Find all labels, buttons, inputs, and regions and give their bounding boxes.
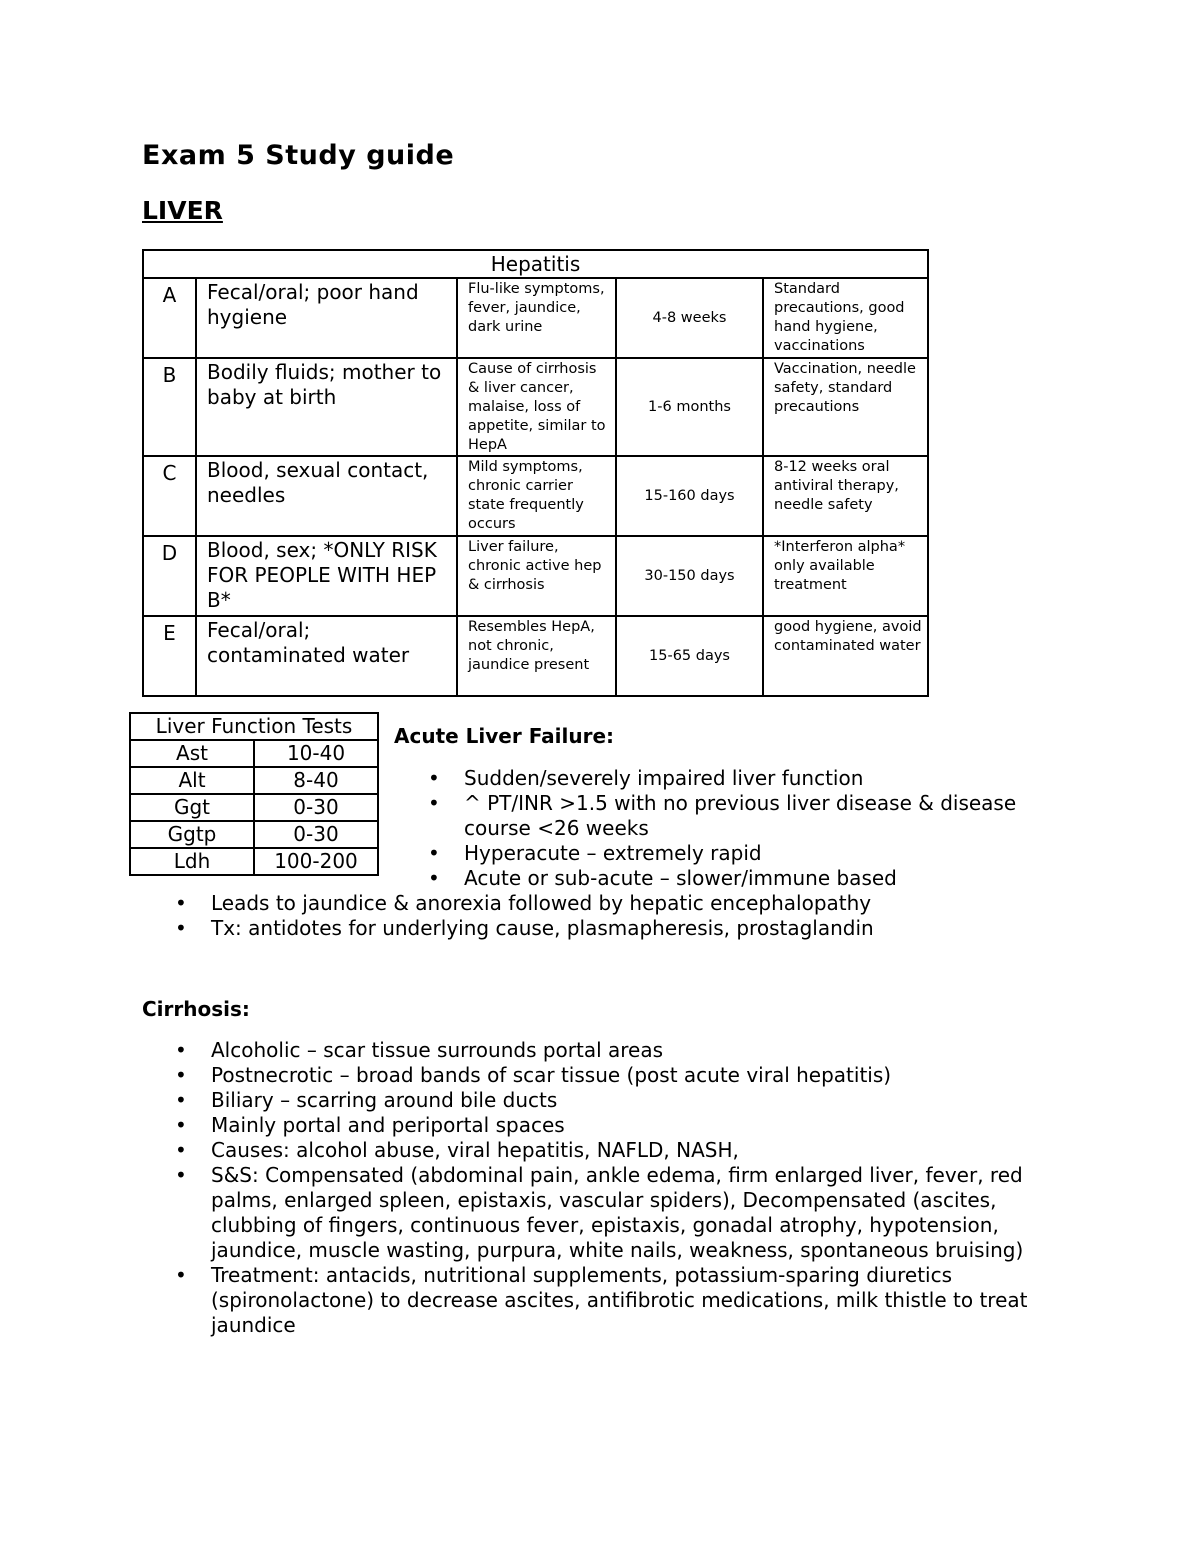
hep-symptoms: Liver failure, chronic active hep & cirrhosis bbox=[457, 536, 616, 616]
table-row bbox=[130, 767, 378, 794]
lft-caption: Liver Function Tests bbox=[130, 713, 378, 740]
list-item: • Causes: alcohol abuse, viral hepatitis, NAFLD, NASH, bbox=[211, 1138, 1071, 1163]
list-item: • Leads to jaundice & anorexia followed by hepatic encephalopathy bbox=[211, 891, 1111, 916]
hep-symptoms: Resembles HepA, not chronic, jaundice present bbox=[457, 616, 616, 696]
hep-symptoms: Flu-like symptoms, fever, jaundice, dark urine bbox=[457, 278, 616, 358]
list-item: • Tx: antidotes for underlying cause, plasmapheresis, prostaglandin bbox=[211, 916, 1111, 941]
lft-range: 8-40 bbox=[254, 767, 378, 794]
hep-type: A bbox=[143, 278, 196, 358]
list-item: • Biliary – scarring around bile ducts bbox=[211, 1088, 1071, 1113]
lft-range: 0-30 bbox=[254, 821, 378, 848]
hep-type: D bbox=[143, 536, 196, 616]
acute-liver-failure-heading: Acute Liver Failure: bbox=[394, 724, 615, 748]
acute-liver-failure-list bbox=[464, 766, 1064, 891]
list-item: • Acute or sub-acute – slower/immune based bbox=[464, 866, 1064, 891]
list-item: • S&S: Compensated (abdominal pain, ankle edema, firm enlarged liver, fever, red palms, enlarged spleen, epistaxis, vascular spiders), Decompensated (ascites, clubbing of fingers, continuous fever, epistaxis, gonadal atrophy, hypotension, jaundice, muscle wasting, purpura, white nails, weakness, spontaneous bruising) bbox=[211, 1163, 1071, 1263]
hep-transmission: Bodily fluids; mother to baby at birth bbox=[196, 358, 457, 456]
hep-prevention: *Interferon alpha* only available treatment bbox=[763, 536, 928, 616]
lft-test: Ggt bbox=[130, 794, 254, 821]
lft-range: 0-30 bbox=[254, 794, 378, 821]
page-title: Exam 5 Study guide bbox=[142, 140, 455, 171]
lft-range: 100-200 bbox=[254, 848, 378, 875]
table-row bbox=[143, 616, 928, 696]
hep-type: C bbox=[143, 456, 196, 536]
hep-transmission: Blood, sex; *ONLY RISK FOR PEOPLE WITH HEP B* bbox=[196, 536, 457, 616]
list-item: • Postnecrotic – broad bands of scar tissue (post acute viral hepatitis) bbox=[211, 1063, 1071, 1088]
hepatitis-table bbox=[142, 249, 929, 697]
hep-incubation: 1-6 months bbox=[616, 358, 763, 456]
table-row bbox=[130, 821, 378, 848]
hep-prevention: Standard precautions, good hand hygiene, vaccinations bbox=[763, 278, 928, 358]
cirrhosis-list bbox=[211, 1038, 1071, 1338]
hep-transmission: Fecal/oral; contaminated water bbox=[196, 616, 457, 696]
cirrhosis-heading: Cirrhosis: bbox=[142, 997, 250, 1021]
hep-symptoms: Cause of cirrhosis & liver cancer, malaise, loss of appetite, similar to HepA bbox=[457, 358, 616, 456]
table-row bbox=[130, 794, 378, 821]
list-item: • Sudden/severely impaired liver function bbox=[464, 766, 1064, 791]
hep-prevention: 8-12 weeks oral antiviral therapy, needle safety bbox=[763, 456, 928, 536]
list-item: • Mainly portal and periportal spaces bbox=[211, 1113, 1071, 1138]
hep-transmission: Blood, sexual contact, needles bbox=[196, 456, 457, 536]
hep-symptoms: Mild symptoms, chronic carrier state frequently occurs bbox=[457, 456, 616, 536]
section-title-liver: LIVER bbox=[142, 196, 223, 225]
lft-test: Alt bbox=[130, 767, 254, 794]
list-item: • Alcoholic – scar tissue surrounds portal areas bbox=[211, 1038, 1071, 1063]
lft-test: Ldh bbox=[130, 848, 254, 875]
table-row bbox=[143, 358, 928, 456]
liver-function-tests-table bbox=[129, 712, 379, 876]
hep-incubation: 30-150 days bbox=[616, 536, 763, 616]
hep-incubation: 4-8 weeks bbox=[616, 278, 763, 358]
table-row bbox=[130, 740, 378, 767]
list-item: • Treatment: antacids, nutritional supplements, potassium-sparing diuretics (spironolactone) to decrease ascites, antifibrotic medications, milk thistle to treat jaundice bbox=[211, 1263, 1071, 1338]
list-item: • Hyperacute – extremely rapid bbox=[464, 841, 1064, 866]
hepatitis-table-caption: Hepatitis bbox=[143, 250, 928, 278]
lft-test: Ggtp bbox=[130, 821, 254, 848]
table-row bbox=[143, 536, 928, 616]
lft-test: Ast bbox=[130, 740, 254, 767]
hep-incubation: 15-65 days bbox=[616, 616, 763, 696]
hep-type: B bbox=[143, 358, 196, 456]
hep-prevention: Vaccination, needle safety, standard precautions bbox=[763, 358, 928, 456]
hep-transmission: Fecal/oral; poor hand hygiene bbox=[196, 278, 457, 358]
acute-liver-failure-list-continued bbox=[211, 891, 1111, 941]
list-item: • ^ PT/INR >1.5 with no previous liver disease & disease course <26 weeks bbox=[464, 791, 1064, 841]
table-row bbox=[143, 456, 928, 536]
table-row bbox=[130, 848, 378, 875]
hep-incubation: 15-160 days bbox=[616, 456, 763, 536]
lft-range: 10-40 bbox=[254, 740, 378, 767]
hep-prevention: good hygiene, avoid contaminated water bbox=[763, 616, 928, 696]
hep-type: E bbox=[143, 616, 196, 696]
table-row bbox=[143, 278, 928, 358]
